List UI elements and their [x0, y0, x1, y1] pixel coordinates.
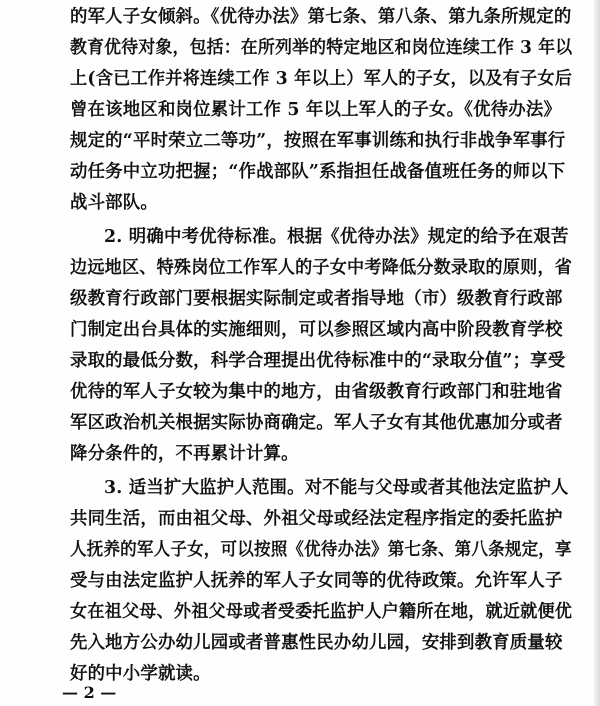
text-line: 规定的“平时荣立二等功”，按照在军事训练和执行非战争军事行: [70, 131, 566, 151]
page-number: — 2 —: [62, 683, 117, 702]
text-line: 边远地区、特殊岗位工作军人的子女中考降低分数录取的原则，省: [70, 258, 573, 278]
text-line: 战斗部队。: [70, 193, 158, 213]
scan-edge-shadow: [594, 0, 600, 706]
text-line: 军区政治机关根据实际协商确定。军人子女有其他优惠加分或者: [70, 413, 563, 433]
text-line: 女在祖父母、外祖父母或者受委托监护人户籍所在地，就近就便优: [70, 602, 573, 622]
text-line: 动任务中立功把握；“作战部队”系指担任战备值班任务的师以下: [70, 162, 566, 182]
text-line: 好的中小学就读。: [70, 664, 211, 684]
paragraph-heading: 3. 适当扩大监护人范围。对不能与父母或者其他法定监护人: [104, 478, 569, 498]
text-line: 降分条件的，不再累计计算。: [70, 444, 299, 464]
text-line: 录取的最低分数，科学合理提出优待标准中的“录取分值”；享受: [70, 351, 566, 371]
text-line: 级教育行政部门要根据实际制定或者指导地（市）级教育行政部: [70, 289, 563, 309]
text-line: 上(含已工作并将连续工作 3 年以上）军人的子女，以及有子女后: [70, 69, 573, 89]
text-line: 教育优待对象，包括：在所列举的特定地区和岗位连续工作 3 年以: [70, 38, 573, 58]
text-line: 受与由法定监护人抚养的军人子女同等的优待政策。允许军人子: [70, 571, 563, 591]
text-line: 曾在该地区和岗位累计工作 5 年以上军人的子女。《优待办法》: [70, 100, 562, 120]
text-line: 门制定出台具体的实施细则，可以参照区域内高中阶段教育学校: [70, 320, 563, 340]
text-line: 共同生活，而由祖父母、外祖父母或经法定程序指定的委托监护: [70, 509, 563, 529]
text-line: 人抚养的军人子女，可以按照《优待办法》第七条、第八条规定，享: [70, 540, 572, 560]
text-line: 先入地方公办幼儿园或者普惠性民办幼儿园，安排到教育质量较: [70, 633, 563, 653]
text-line: 优待的军人子女较为集中的地方，由省级教育行政部门和驻地省: [70, 382, 563, 402]
text-line: 的军人子女倾斜。《优待办法》第七条、第八条、第九条所规定的: [70, 7, 572, 27]
paragraph-heading: 2. 明确中考优待标准。根据《优待办法》规定的给予在艰苦: [104, 227, 569, 247]
